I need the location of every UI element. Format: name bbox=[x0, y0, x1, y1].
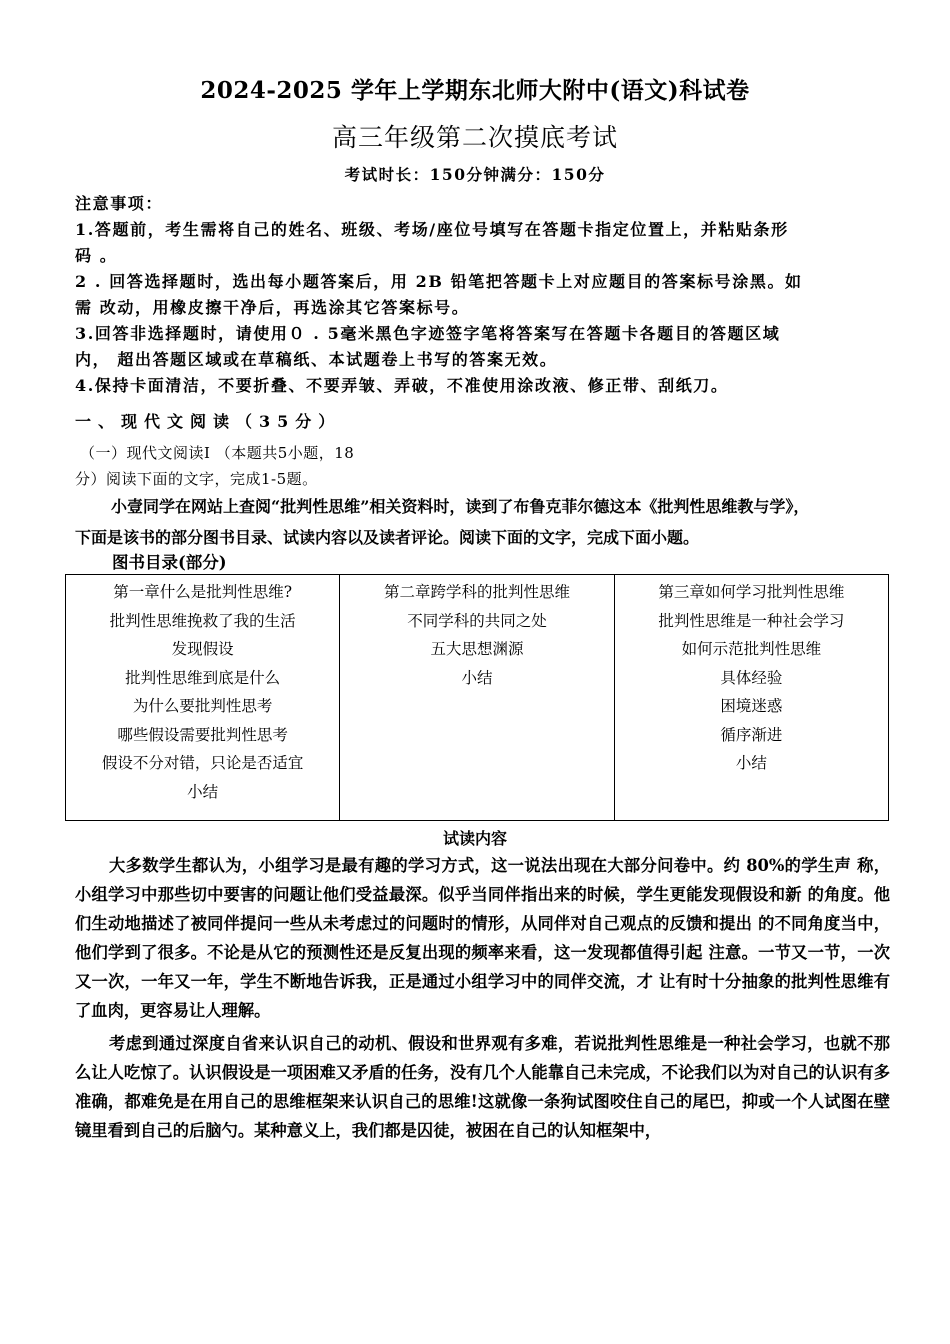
catalog-item: 批判性思维是一种社会学习 bbox=[658, 611, 845, 630]
section-heading: 一、现代文阅读（35分） bbox=[75, 412, 342, 431]
catalog-table bbox=[65, 574, 889, 821]
catalog-item: 如何示范批判性思维 bbox=[681, 640, 822, 658]
note-item-2-line-1: 2 . 回答选择题时，选出每小题答案后，用 2B 铅笔把答题卡上对应题目的答案标号涂黑。如 bbox=[75, 272, 803, 291]
notes-heading: 注意事项： bbox=[75, 194, 164, 213]
exam-duration: 考试时长：150分钟满分：150分 bbox=[344, 165, 606, 184]
note-item-1-line-1: 1.答题前，考生需将自己的姓名、班级、考场/座位号填写在答题卡指定位置上，并粘贴条形 bbox=[75, 220, 789, 239]
subsection-intro bbox=[75, 440, 355, 492]
catalog-item: 哪些假设需要批判性思考 bbox=[117, 725, 288, 744]
catalog-item: 具体经验 bbox=[720, 668, 783, 687]
note-item-3-line-2: 内， 超出答题区域或在草稿纸、本试题卷上书写的答案无效。 bbox=[75, 350, 558, 369]
note-item-2-line-2: 需 改动，用橡皮擦干净后，再选涂其它答案标号。 bbox=[75, 298, 470, 317]
catalog-column-1 bbox=[66, 575, 340, 820]
subsection-line-2: 分）阅读下面的文字，完成1-5题。 bbox=[75, 470, 318, 488]
note-item-3-line-1: 3.回答非选择题时，请使用０ . 5毫米黑色字迹签字笔将答案写在答题卡各题目的答题区域 bbox=[75, 324, 781, 343]
catalog-item: 第三章如何学习批判性思维 bbox=[658, 583, 845, 601]
catalog-item: 第二章跨学科的批判性思维 bbox=[383, 583, 570, 601]
catalog-item: 小结 bbox=[735, 754, 767, 772]
trial-paragraph-1: 大多数学生都认为，小组学习是最有趣的学习方式，这一说法出现在大部分问卷中。约 80%的学生声 称，小组学习中那些切中要害的问题让他们受益最深。似乎当同伴指出来的时候，学生更能发现假设和新 的角度。他们生动地描述了被同伴提问一些从未考虑过的问题时的情形，从同伴对自己观点的反馈和提出 的不同角度当中，他们学到了很多。不论是从它的预测性还是反复出现的频率来看，这一发现都值得引起 注意。一节又一节，一次又一次，一年又一年，学生不断地告诉我，正是通过小组学习中的同伴交流，才 让有时十分抽象的批判性思维有了血肉，更容易让人理解。 bbox=[75, 856, 890, 1020]
catalog-item: 批判性思维挽救了我的生活 bbox=[109, 611, 296, 630]
catalog-item: 批判性思维到底是什么 bbox=[125, 668, 281, 687]
catalog-item: 五大思想渊源 bbox=[430, 640, 524, 658]
trial-title: 试读内容 bbox=[442, 829, 507, 848]
catalog-item: 第一章什么是批判性思维? bbox=[113, 583, 293, 601]
catalog-item: 假设不分对错，只论是否适宜 bbox=[101, 754, 304, 772]
catalog-column-2 bbox=[340, 575, 614, 820]
catalog-item: 小结 bbox=[187, 782, 219, 801]
note-item-1-line-2: 码 。 bbox=[75, 246, 118, 265]
trial-paragraph-2: 考虑到通过深度自省来认识自己的动机、假设和世界观有多难，若说批判性思维是一种社会学习，也就不那么让人吃惊了。认识假设是一项困难又矛盾的任务，没有几个人能靠自己未完成，不论我们以为对自己的认识有多准确，都难免是在用自己的思维框架来认识自己的思维!这就像一条狗试图咬住自己的尾巴，抑或一个人试图在壁镜里看到自己的后脑勺。某种意义上，我们都是囚徒，被困在自己的认知框架中， bbox=[75, 1034, 890, 1140]
note-item-4: 4.保持卡面清洁，不要折叠、不要弄皱、弄破，不准使用涂改液、修正带、刮纸刀。 bbox=[75, 376, 729, 395]
catalog-item: 为什么要批判性思考 bbox=[132, 697, 273, 715]
catalog-item: 困境迷惑 bbox=[720, 697, 783, 715]
catalog-title: 图书目录(部分) bbox=[112, 553, 227, 572]
catalog-item: 发现假设 bbox=[171, 640, 234, 658]
catalog-item: 不同学科的共同之处 bbox=[407, 611, 547, 630]
trial-content bbox=[75, 851, 890, 1149]
exam-subtitle: 高三年级第二次摸底考试 bbox=[331, 123, 618, 152]
exam-title: 2024-2025 学年上学期东北师大附中(语文)科试卷 bbox=[200, 77, 750, 104]
reading-intro bbox=[75, 491, 890, 553]
intro-line-2: 下面是该书的部分图书目录、试读内容以及读者评论。阅读下面的文字，完成下面小题。 bbox=[75, 528, 700, 547]
intro-line-1: 小壹同学在网站上查阅“批判性思维”相关资料时，读到了布鲁克菲尔德这本《批判性思维教与学》， bbox=[111, 497, 810, 516]
catalog-item: 小结 bbox=[461, 668, 493, 687]
catalog-column-3 bbox=[615, 575, 888, 820]
notes-section bbox=[75, 191, 880, 399]
subsection-line-1: （一）现代文阅读Ⅰ （本题共5小题，18 bbox=[80, 444, 355, 462]
catalog-item: 循序渐进 bbox=[720, 725, 783, 744]
